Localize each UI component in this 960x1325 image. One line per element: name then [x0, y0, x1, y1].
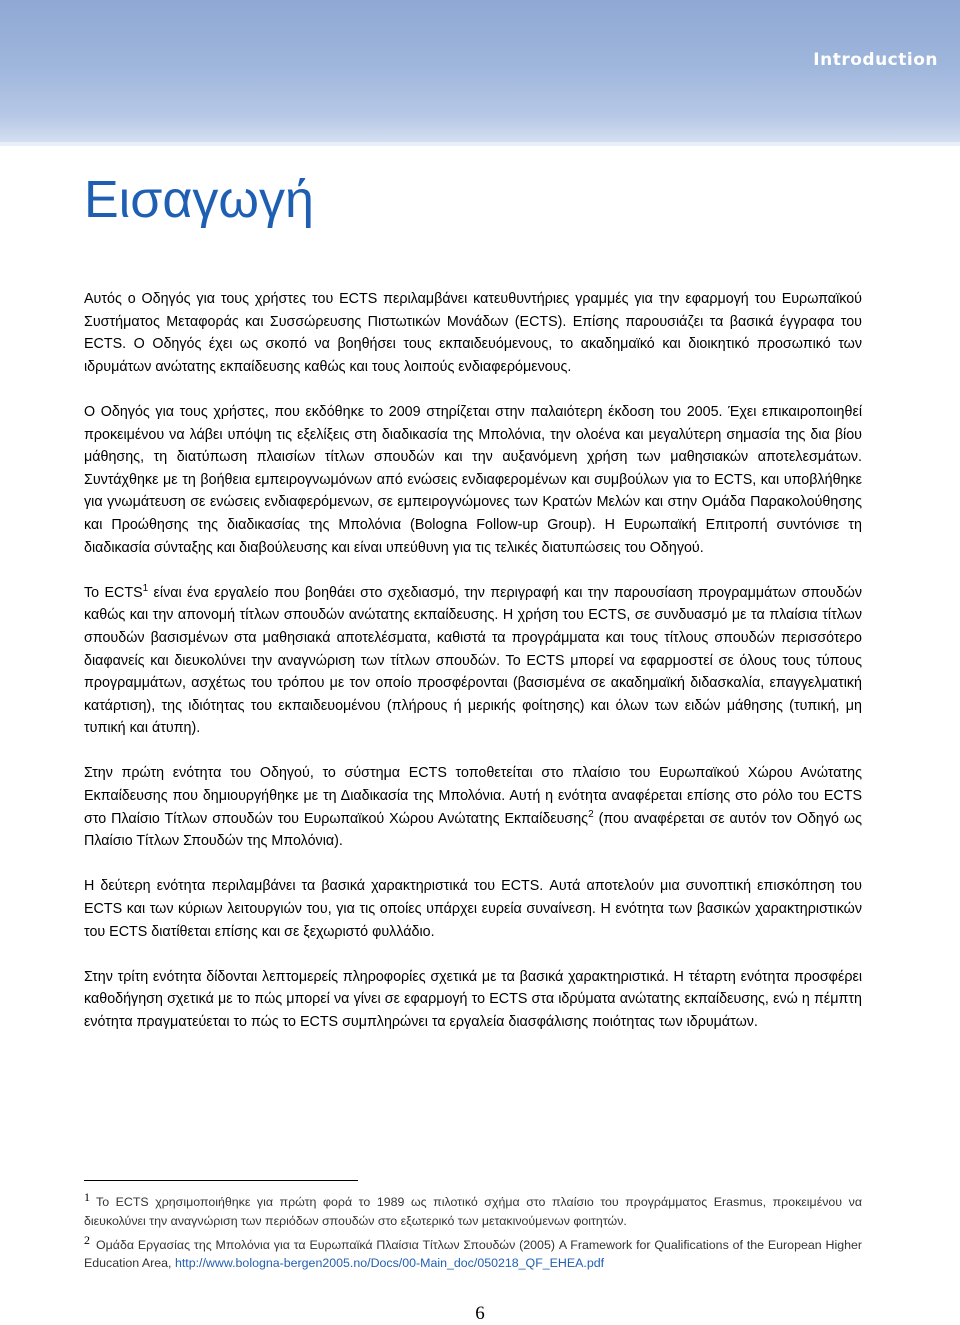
paragraph [84, 762, 862, 852]
paragraph-text: Το ECTS [84, 584, 143, 601]
footnote-divider [84, 1180, 358, 1181]
body-text [84, 288, 862, 1056]
footnotes [84, 1188, 862, 1273]
paragraph [84, 582, 862, 740]
footnote-ref[interactable]: 1 [142, 582, 149, 594]
page-number: 6 [475, 1303, 485, 1324]
paragraph-text: (που αναφέρεται σε αυτόν τον Οδηγό ως Πλαίσιο Τίτλων Σπουδών της Μπολόνια). [84, 810, 862, 850]
paragraph: Στην τρίτη ενότητα δίδονται λεπτομερείς πληροφορίες σχετικά με τα βασικά χαρακτηριστικά. Η τέταρτη ενότητα προσφέρει καθοδήγηση σχετικά με το πώς μπορεί να γίνει σε εφαρμογή το ECTS στα ιδρύματα ανώτατης εκπαίδευσης, ενώ η πέμπτη ενότητα πραγματεύεται το πώς το ECTS συμπληρώνει τα εργαλεία διασφάλισης ποιότητας των ιδρυμάτων. [84, 968, 862, 1030]
paragraph: Αυτός ο Οδηγός για τους χρήστες του ECTS περιλαμβάνει κατευθυντήριες γραμμές για την εφαρμογή του Ευρωπαϊκού Συστήματος Μεταφοράς και Συσσώρευσης Πιστωτικών Μονάδων (ECTS). Επίσης παρουσιάζει τα βασικά έγγραφα του ECTS. Ο Οδηγός έχει ως σκοπό να βοηθήσει τους εκπαιδευόμενους, το ακαδημαϊκό και διοικητικό προσωπικό των ιδρυμάτων ανώτατης εκπαίδευσης καθώς και τους λοιπούς ενδιαφερόμενους. [84, 291, 862, 375]
paragraph-text: Στην πρώτη ενότητα του Οδηγού, το σύστημα ECTS τοποθετείται στο πλαίσιο του Ευρωπαϊκού Χώρου Ανώτατης Εκπαίδευσης που δημιουργήθηκε με τη Διαδικασία της Μπολόνια. Αυτή η ενότητα αναφέρεται επίσης στο ρόλο του ECTS στο Πλαίσιο Τίτλων σπουδών του Ευρωπαϊκού Χώρου Ανώτατης Εκπαίδευσης [84, 765, 862, 827]
section-label: Introduction [813, 50, 938, 70]
paragraph-text: είναι ένα εργαλείο που βοηθάει στο σχεδιασμό, την περιγραφή και την παρουσίαση προγραμμάτων σπουδών καθώς και την απονομή τίτλων σπουδών ανώτατης εκπαίδευσης. Η χρήση του ECTS, σε συνδυασμό με τα πλαίσια τίτλων σπουδών βασισμένων στα μαθησιακά αποτελέσματα, καθιστά τα προγράμματα και τους τίτλους σπουδών περισσότερο διαφανείς και διευκολύνει την αναγνώριση των τίτλων σπουδών. Το ECTS μπορεί να εφαρμοστεί σε όλους τους τύπους προγραμμάτων, ασχέτως του τρόπου με τον οποίο προσφέρονται (βασισμένα σε ακαδημαϊκή διδασκαλία, επαγγελματική κατάρτιση), της ιδιότητας του εκπαιδευομένου (πλήρους ή μερικής φοίτησης) και όλων των ειδών μάθησης (τυπική, μη τυπική και άτυπη). [84, 584, 862, 737]
footnote-text: Ομάδα Εργασίας της Μπολόνια για τα Ευρωπαϊκά Πλαίσια Τίτλων Σπουδών (2005) A Framework for Qualifications of the European Higher Education Area, [84, 1237, 862, 1271]
footnote-number: 2 [84, 1232, 90, 1247]
paragraph: Η δεύτερη ενότητα περιλαμβάνει τα βασικά χαρακτηριστικά του ECTS. Αυτά αποτελούν μια συνοπτική επισκόπηση του ECTS και των κύριων λειτουργιών του, για τις οποίες υπάρχει ευρεία συναίνεση. Η ενότητα των βασικών χαρακτηριστικών του ECTS διατίθεται επίσης και σε ξεχωριστό φυλλάδιο. [84, 878, 862, 940]
footnote-number: 1 [84, 1190, 90, 1204]
footnote-ref[interactable]: 2 [588, 808, 594, 820]
footnote [84, 1188, 862, 1231]
footnote [84, 1231, 862, 1274]
footnote-text: Το ECTS χρησιμοποιήθηκε για πρώτη φορά το 1989 ως πιλοτικό σχήμα στο πλαίσιο του προγράμματος Erasmus, προκειμένου να διευκολύνει την αναγνώριση των περιόδων σπουδών στο εξωτερικό των μετακινούμενων φοιτητών. [84, 1195, 862, 1228]
page-title: Εισαγωγή [84, 171, 314, 229]
footnote-link[interactable]: http://www.bologna-bergen2005.no/Docs/00-Main_doc/050218_QF_EHEA.pdf [174, 1256, 605, 1271]
paragraph: Ο Οδηγός για τους χρήστες, που εκδόθηκε το 2009 στηρίζεται στην παλαιότερη έκδοση του 2005. Έχει επικαιροποιηθεί προκειμένου να λάβει υπόψη τις εξελίξεις στη διαδικασία της Μπολόνια, την ολοένα και μεγαλύτερη σημασία της δια βίου μάθησης, τη διατύπωση πλαισίων τίτλων σπουδών και την αυξανόμενη χρήση των μαθησιακών αποτελεσμάτων. Συντάχθηκε με τη βοήθεια εμπειρογνωμόνων από ενώσεις ενδιαφερομένων και συμβούλων για το ECTS, και υποβλήθηκε για γνωμάτευση σε ενώσεις ενδιαφερόμενων, σε εμπειρογνώμονες των Κρατών Μελών και στην Ομάδα Παρακολούθησης και Προώθησης της διαδικασίας της Μπολόνια (Bologna Follow-up Group). Η Ευρωπαϊκή Επιτροπή συντόνισε τη διαδικασία σύνταξης και διαβούλευσης και είναι υπεύθυνη για τις τελικές διατυπώσεις του Οδηγού. [84, 403, 862, 556]
header-banner [0, 0, 960, 146]
